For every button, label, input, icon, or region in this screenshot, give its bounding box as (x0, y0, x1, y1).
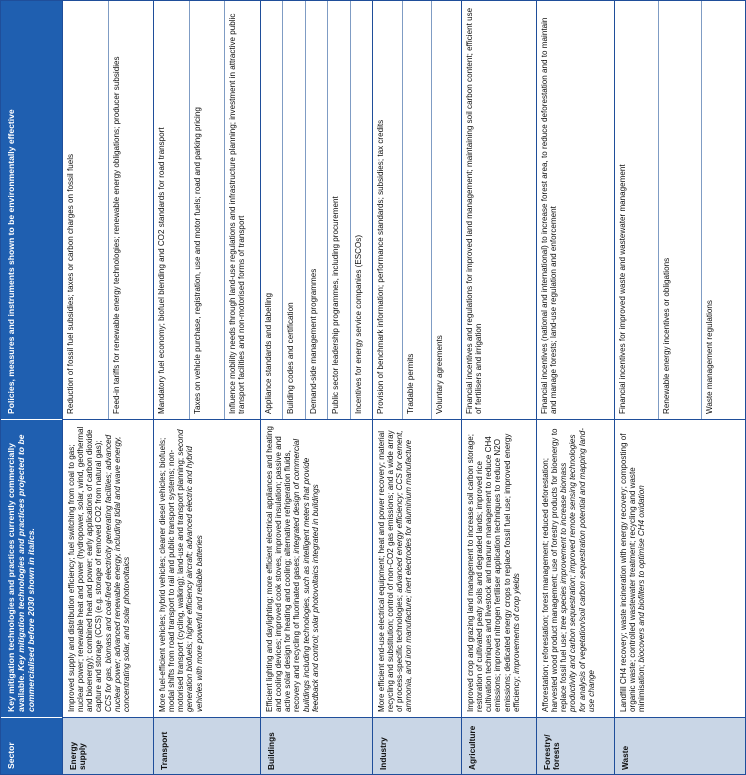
table-row (372, 1, 461, 774)
table-row (536, 1, 614, 774)
tech-current: Efficient lighting and daylighting; more efficient electrical appliances and heating and cooling devices; improved cook stoves, improved insulation; passive and active solar design for heating and cooling; alternative refrigeration fluids, recovery and recycling of fluorinated gases; (265, 426, 302, 712)
table-row (614, 1, 745, 774)
policy-item: Appliance standards and labelling (264, 292, 273, 414)
policies-cell (63, 1, 153, 419)
policy-item: Taxes on vehicle purchase, registration, use and motor fuels; road and parking pricing (189, 1, 225, 419)
policy-item: Provision of benchmark information; performance standards; subsidies; tax credits (376, 119, 385, 414)
table-row (461, 1, 536, 774)
tech-current: Afforestation; reforestation; forest management; reduced deforestation; harvested wood product management; use of forestry products for bioenergy to replace fossil fuel use; (541, 428, 569, 712)
policies-cell (373, 1, 461, 419)
sector-cell: Forestry/ forests (537, 717, 614, 774)
tech-future: second generation biofuels; higher efficiency aircraft; advanced electric and hybrid vehicles with more powerful and reliable batteries (176, 429, 204, 712)
policy-item: Demand-side management programmes (305, 1, 327, 419)
policies-cell (537, 1, 614, 419)
table-row (153, 1, 260, 774)
tech-cell (63, 419, 153, 717)
tech-cell (261, 419, 372, 717)
tech-cell (462, 419, 536, 717)
policies-cell (154, 1, 260, 419)
policy-item: Renewable energy incentives or obligations (658, 1, 702, 419)
policy-item: Public sector leadership programmes, including procurement (327, 1, 349, 419)
policy-item: Tradable permits (402, 1, 432, 419)
tech-current: More efficient end-use electrical equipment; heat and power recovery; material recycling and substitution; control of non-CO2 gas emissions; and a wide array of process-specific technologies; (377, 430, 405, 712)
header-tech-future: Key mitigation technologies and practices projected to be commercialised before 2030 shown in italics. (15, 434, 36, 712)
table-row (62, 1, 153, 774)
policy-item: Reduction of fossil fuel subsidies; taxes or carbon charges on fossil fuels (66, 153, 75, 414)
policies-cell (615, 1, 745, 419)
policy-item: Mandatory fuel economy; biofuel blending and CO2 standards for road transport (157, 127, 166, 414)
table-row (260, 1, 372, 774)
sector-cell: Agriculture (462, 717, 536, 774)
policy-item: Building codes and certification (282, 1, 304, 419)
tech-current: Improved crop and grazing land management to increase soil carbon storage; restoration of cultivated peaty soils and degraded lands; improved rice cultivation techniques and livestock and manure management to reduce CH4 emissions; improved nitrogen fertiliser application techniques to reduce N2O emissions; dedicated energy crops to replace fossil fuel use; improved energy efficiency; (466, 433, 521, 712)
tech-future: advanced energy efficiency; CCS for cement, ammonia, and iron manufacture; inert electrodes for aluminium manufacture (395, 430, 414, 712)
tech-future: improvements of crop yields (511, 573, 521, 674)
policy-item: Financial incentives (national and international) to increase forest area, to reduce deforestation and to maintain and manage forests; land-use regulation and enforcement (540, 17, 559, 414)
policy-item: Waste management regulations (701, 1, 745, 419)
sector-cell: Energy supply (63, 717, 153, 774)
table-header (1, 1, 62, 774)
policy-item: Financial incentives for improved waste and wastewater management (618, 164, 627, 414)
header-tech-current: Key mitigation technologies and practices currently commercially available. (6, 443, 26, 712)
tech-future: tree species improvement to increase biomass productivity and carbon sequestration; improved remote sensing technologies for analysis of vegetation/soil carbon sequestration potential and mapping land-use change (559, 428, 596, 712)
tech-current: Landfill CH4 recovery; waste incineration with energy recovery; composting of organic waste; controlled wastewater treatment; recycling and waste minimisation; (619, 433, 647, 712)
policy-item: Influence mobility needs through land-use regulations and infrastructure planning; investment in attractive public transport facilities and non-motorised forms of transport (224, 1, 260, 419)
sector-cell: Buildings (261, 717, 372, 774)
sector-cell: Transport (154, 717, 260, 774)
policy-item: Financial incentives and regulations for improved land management; maintaining soil carbon content; efficient use of fertilisers and irrigation (465, 7, 484, 414)
tech-cell (537, 419, 614, 717)
tech-cell (154, 419, 260, 717)
policies-cell (261, 1, 372, 419)
policy-item: Incentives for energy service companies (ESCOs) (350, 1, 372, 419)
header-policies: Policies, measures and instruments shown to be environmentally effective (6, 109, 16, 414)
tech-future: CCS for gas, biomass and coal-fired electricity generating facilities; advanced nuclear power; advanced renewable energy, including tidal and wave energy, concentrating solar, and solar photovoltaics (103, 434, 131, 712)
header-sector: Sector (1, 717, 62, 774)
tech-cell (373, 419, 461, 717)
policy-item: Voluntary agreements (431, 1, 461, 419)
sector-cell: Waste (615, 717, 745, 774)
tech-current: More fuel-efficient vehicles; hybrid vehicles; cleaner diesel vehicles; biofuels; modal shifts from road transport to rail and public transport systems; non-motorised transport (cycling, walking); land-use and transport planning; (158, 437, 186, 712)
policies-cell (462, 1, 536, 419)
sector-cell: Industry (373, 717, 461, 774)
tech-future: integrated design of commercial buildings including technologies, such as intelligent meters that provide feedback and control; solar photovoltaics integrated in buildings (292, 438, 320, 712)
tech-future: biocovers and biofilters to optimise CH4 oxidation (637, 485, 647, 663)
tech-cell (615, 419, 745, 717)
header-technologies (1, 419, 62, 717)
policy-item: Feed-in tariffs for renewable energy technologies; renewable energy obligations; producer subsidies (108, 1, 154, 419)
tech-current: Improved supply and distribution efficiency; fuel switching from coal to gas; nuclear power; renewable heat and power (hydropower, solar, wind, geothermal and bioenergy); combined heat and power; early applications of carbon dioxide capture and storage (CCS) (e.g. storage of removed CO2 from natural gas); (67, 426, 104, 712)
